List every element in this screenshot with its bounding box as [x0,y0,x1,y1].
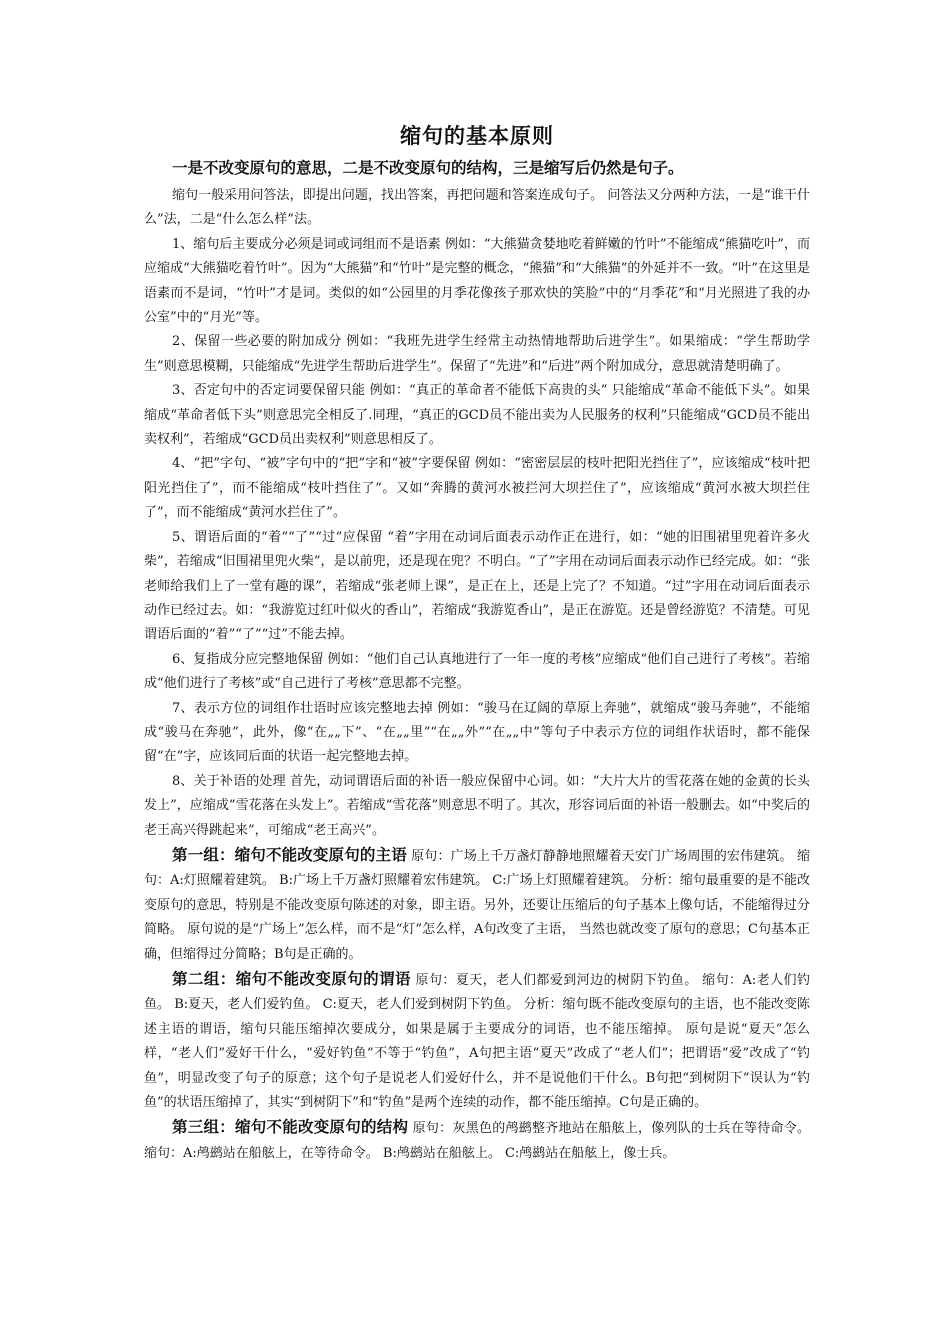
group-body-2: 原句：夏天，老人们都爱到河边的树阴下钓鱼。 缩句：A:老人们钓鱼。 B:夏天，老人们爱钓鱼。 C:夏天，老人们爱到树阴下钓鱼。 分析：缩句既不能改变原句的主语，也不能改变陈述主语的谓语，缩句只能压缩掉次要成分，如果是属于主要成分的词语，也不能压缩掉。 原句是说“夏天”怎么样，“老人们”爱好干什么，“爱好钓鱼”不等于“钓鱼”，A句把主语“夏天”改成了“老人们”；把谓语“爱”改成了“钓鱼”，明显改变了句子的原意；这个句子是说老人们爱好什么，并不是说他们干什么。B句把“到树阴下”误认为“钓鱼”的状语压缩掉了，其实“到树阴下”和“钓鱼”是两个连续的动作，都不能压缩掉。C句是正确的。 [144,973,810,1111]
document-content [144,120,810,1166]
group-body-1: 原句：广场上千万盏灯静静地照耀着天安门广场周围的宏伟建筑。 缩句：A:灯照耀着建筑。 B:广场上千万盏灯照耀着宏伟建筑。 C:广场上灯照耀着建筑。 分析：缩句最重要的是不能改变原句的意思，特别是不能改变原句陈述的对象，即主语。另外，还要让压缩后的句子基本上像句话，不能缩得过分简略。 原句说的是“广场上”怎么样，而不是“灯”怎么样，A句改变了主语， 当然也就改变了原句的意思；C句基本正确，但缩得过分简略；B句是正确的。 [144,848,810,962]
rule-paragraph-1: 1、缩句后主要成分必须是词或词组而不是语素 例如：“大熊猫贪婪地吃着鲜嫩的竹叶”不能缩成“熊猫吃叶”，而应缩成“大熊猫吃着竹叶”。因为“大熊猫”和“竹叶”是完整的概念，“熊猫”和“大熊猫”的外延并不一致。“叶”在这里是语素而不是词，“竹叶”才是词。类似的如“公园里的月季花像孩子那欢快的笑脸”中的“月季花”和“月光照进了我的办公室”中的“月光”等。 [144,236,810,326]
rule-paragraph-2: 2、保留一些必要的附加成分 例如：“我班先进学生经常主动热情地帮助后进学生”。如果缩成：“学生帮助学生”则意思模糊，只能缩成“先进学生帮助后进学生”。保留了“先进”和“后进”两个附加成分，意思就清楚明确了。 [144,334,810,374]
document-title: 缩句的基本原则 [400,123,554,148]
rule-paragraph-7: 7、表示方位的词组作壮语时应该完整地去掉 例如：“骏马在辽阔的草原上奔驰”，就缩成“骏马奔驰”，不能缩成“骏马在奔驰”，此外，像“在„„下”、“在„„里”“在„„外”“在„„中”等句子中表示方位的词组作状语时，都不能保留“在”字，应该同后面的状语一起完整地去掉。 [144,700,810,765]
rule-paragraph-5: 5、谓语后面的“着”“了”“过”应保留 “着”字用在动词后面表示动作正在进行，如：“她的旧围裙里兜着许多火柴”，若缩成“旧围裙里兜火柴”，是以前兜，还是现在兜？不明白。“了”字用在动词后面表示动作已经完成。如：“张老师给我们上了一堂有趣的课”，若缩成“张老师上课”，是正在上，还是上完了？不知道。“过”字用在动词后面表示动作已经过去。如：“我游览过红叶似火的香山”，若缩成“我游览香山”，是正在游览。还是曾经游览？不清楚。可见谓语后面的“着”“了”“过”不能去掉。 [144,529,810,643]
group-heading-2: 第二组：缩句不能改变原句的谓语 [172,969,411,988]
group-heading-1: 第一组：缩句不能改变原句的主语 [172,844,407,864]
group-paragraph-2 [144,967,810,1115]
group-body-3: 原句：灰黑色的鸬鹚整齐地站在船舷上，像列队的士兵在等待命令。 缩句：A:鸬鹚站在船舷上，在等待命令。 B:鸬鹚站在船舷上。 C:鸬鹚站在船舷上，像士兵。 [144,1121,810,1161]
group-paragraph-3 [144,1115,810,1166]
rule-paragraph-6: 6、复指成分应完整地保留 例如：“他们自己认真地进行了一年一度的考核”应缩成“他们自己进行了考核”。若缩成“他们进行了考核”或“自己进行了考核”意思都不完整。 [144,651,810,692]
group-paragraph-1 [144,843,810,967]
group-heading-3: 第三组：缩句不能改变原句的结构 [172,1117,409,1137]
rule-paragraph-3: 3、否定句中的否定词要保留只能 例如：“真正的革命者不能低下高贵的头” 只能缩成“革命不能低下头”。如果缩成“革命者低下头”则意思完全相反了.同理，“真正的GCD员不能出卖为人民服务的权利”只能缩成“GCD员不能出卖权利”，若缩成“GCD员出卖权利”则意思相反了。 [144,383,810,448]
intro-paragraph: 缩句一般采用问答法，即提出问题，找出答案，再把问题和答案连成句子。 问答法又分两种方法，一是“谁干什么”法，二是“什么怎么样”法。 [144,188,810,228]
rule-paragraph-4: 4、“把”字句、“被”字句中的“把”字和“被”字要保留 例如：“密密层层的枝叶把阳光挡住了”，应该缩成“枝叶把阳光挡住了”，而不能缩成“枝叶挡住了”。又如“奔腾的黄河水被拦河大坝拦住了”，应该缩成“黄河水被大坝拦住了”，而不能缩成“黄河水拦住了”。 [144,456,810,521]
rule-paragraph-8: 8、关于补语的处理 首先，动词谓语后面的补语一般应保留中心词。如：“大片大片的雪花落在她的金黄的长头发上”，应缩成“雪花落在头发上”。若缩成“雪花落”则意思不明了。其次，形容词后面的补语一般删去。如“中奖后的老王高兴得跳起来”，可缩成“老王高兴”。 [144,773,810,838]
document-subtitle: 一是不改变原句的意思，二是不改变原句的结构，三是缩写后仍然是句子。 [172,158,684,177]
